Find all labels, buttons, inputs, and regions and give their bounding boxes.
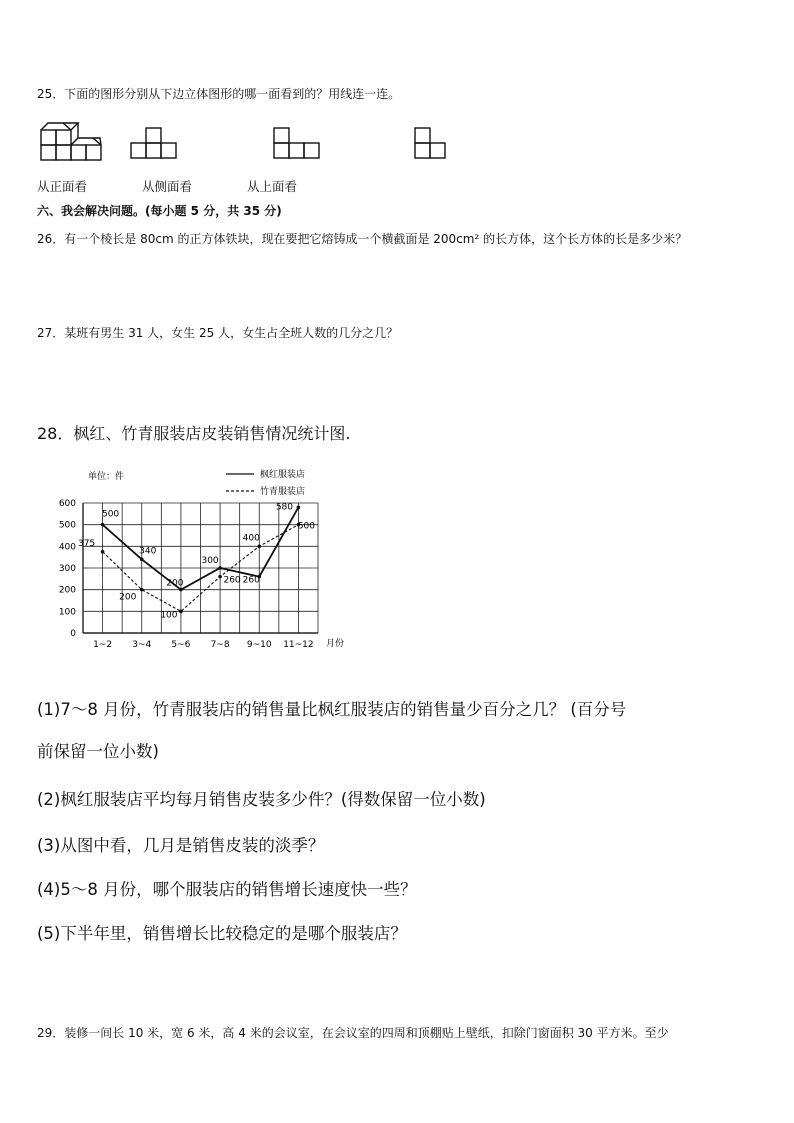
legend [226, 468, 305, 497]
data-label: 260 [223, 575, 241, 586]
data-label: 200 [166, 578, 184, 589]
y-tick-label: 300 [58, 564, 76, 574]
solid-figure [41, 123, 101, 160]
legend-entry-fenghong: 枫红服装店 [260, 470, 306, 480]
q28-title: 28．枫红、竹青服装店皮装销售情况统计图. [37, 424, 351, 443]
y-tick-label: 400 [58, 542, 76, 553]
view-figure-3 [415, 128, 445, 158]
y-tick-label: 600 [58, 499, 76, 509]
q29-text: 29．装修一间长 10 米，宽 6 米，高 4 米的会议室，在会议室的四周和顶棚贴上壁纸，扣除门窗面积 30 平方米。至少 [37, 1026, 669, 1040]
x-axis-label: 月份 [326, 639, 345, 649]
x-tick-label: 1~2 [93, 640, 113, 650]
data-point [257, 545, 261, 549]
data-point [101, 550, 105, 554]
q26-text: 26．有一个棱长是 80cm 的正方体铁块，现在要把它熔铸成一个横截面是 200cm² 的长方体，这个长方体的长是多少米？ [37, 232, 688, 246]
data-point [101, 523, 105, 527]
view-figure-1 [131, 128, 176, 158]
x-tick-label: 5~6 [171, 640, 191, 650]
subq-2: (2)枫红服装店平均每月销售皮装多少件？(得数保留一位小数) [37, 790, 486, 809]
data-point [140, 588, 144, 592]
data-label: 260 [242, 575, 260, 586]
q27-text: 27．某班有男生 31 人，女生 25 人，女生占全班人数的几分之几？ [37, 326, 399, 340]
data-label: 340 [139, 546, 157, 557]
y-tick-label: 500 [58, 520, 76, 531]
data-point [140, 558, 144, 562]
data-label: 300 [201, 556, 219, 566]
data-label: 100 [160, 610, 178, 621]
x-tick-label: 11~12 [283, 640, 314, 650]
q25-text: 25．下面的图形分别从下边立体图形的哪一面看到的？用线连一连。 [37, 87, 401, 101]
section-title: 六、我会解决问题。(每小题 5 分，共 35 分) [37, 204, 282, 218]
legend-entry-zhuqing: 竹青服装店 [260, 487, 306, 497]
data-point [218, 566, 222, 570]
x-tick-label: 7~8 [210, 640, 230, 650]
view-label-top: 从上面看 [247, 179, 298, 194]
data-label: 500 [297, 521, 316, 532]
data-point [218, 575, 222, 579]
data-label: 200 [119, 592, 137, 603]
data-label: 500 [101, 509, 120, 520]
subq-1: (1)7～8 月份，竹青服装店的销售量比枫红服装店的销售量少百分之几？ (百分号 [37, 700, 627, 719]
subq-5: (5)下半年里，销售增长比较稳定的是哪个服装店？ [37, 924, 407, 943]
subq-1-cont: 前保留一位小数) [37, 742, 159, 761]
data-label: 375 [77, 538, 96, 549]
y-tick-label: 200 [58, 585, 76, 596]
sales-line-chart [40, 460, 370, 655]
chart-grid [83, 503, 318, 633]
x-tick-label: 9~10 [246, 640, 272, 650]
x-tick-label: 3~4 [132, 640, 152, 650]
data-label: 400 [242, 533, 260, 544]
y-tick-label: 100 [58, 607, 76, 618]
subq-4: (4)5～8 月份，哪个服装店的销售增长速度快一些？ [37, 880, 417, 899]
view-label-side: 从侧面看 [142, 179, 193, 194]
view-figure-2 [274, 128, 319, 158]
y-axis-ticks [59, 499, 76, 639]
view-label-front: 从正面看 [37, 179, 88, 194]
q25-figures [36, 110, 456, 165]
data-point [179, 610, 183, 614]
data-labels [78, 502, 315, 620]
unit-label: 单位：件 [88, 472, 125, 482]
data-point [297, 506, 301, 510]
subq-3: (3)从图中看，几月是销售皮装的淡季？ [37, 836, 325, 855]
y-tick-label: 0 [70, 629, 76, 639]
x-axis-ticks [93, 640, 314, 650]
data-label: 580 [275, 502, 294, 513]
